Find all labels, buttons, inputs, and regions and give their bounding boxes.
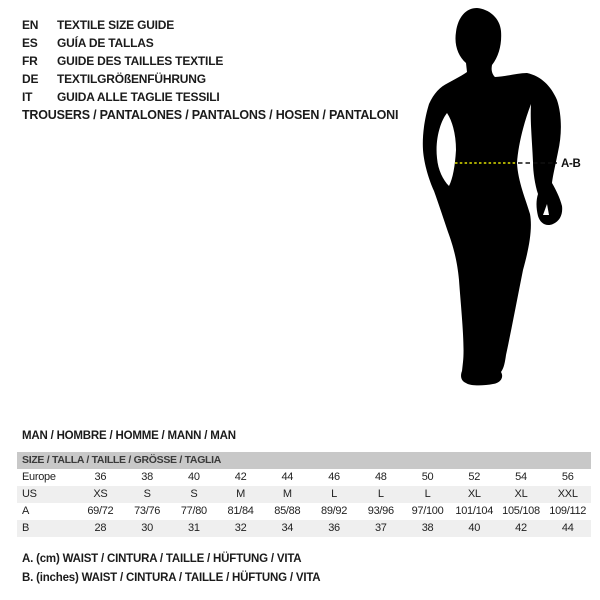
table-cell: 105/108 xyxy=(502,505,540,517)
section-heading-man: MAN / HOMBRE / HOMME / MANN / MAN xyxy=(22,430,236,442)
language-row-it xyxy=(22,88,223,106)
table-cell: 44 xyxy=(561,522,574,534)
table-cell: L xyxy=(377,488,384,500)
table-cell: 42 xyxy=(515,522,527,534)
table-cell: 52 xyxy=(468,471,481,483)
table-cell: M xyxy=(236,488,245,500)
table-cell: L xyxy=(331,488,337,500)
table-cell: 97/100 xyxy=(411,505,444,517)
table-cell: 38 xyxy=(141,471,153,483)
table-cell: L xyxy=(424,488,431,500)
table-cell: 46 xyxy=(328,471,340,483)
garment-heading: TROUSERS / PANTALONES / PANTALONS / HOSEN / PANTALONI xyxy=(22,108,399,122)
table-cell: 38 xyxy=(421,522,434,534)
size-table-header: SIZE / TALLA / TAILLE / GRÖSSE / TAGLIA xyxy=(17,452,591,469)
table-cell: 93/96 xyxy=(367,505,394,517)
language-list xyxy=(22,16,223,106)
language-title: TEXTILE SIZE GUIDE xyxy=(57,18,175,32)
table-cell: 36 xyxy=(94,471,107,483)
table-row-us xyxy=(17,486,591,503)
table-cell: 56 xyxy=(561,471,574,483)
table-cell: 85/88 xyxy=(274,505,301,517)
table-cell: 69/72 xyxy=(87,505,114,517)
language-code: ES xyxy=(22,36,38,50)
language-code: FR xyxy=(22,54,38,68)
table-row-b-inches xyxy=(17,520,591,537)
table-row-a-cm xyxy=(17,503,591,520)
language-row-de xyxy=(22,70,223,88)
language-title: GUIDE DES TAILLES TEXTILE xyxy=(57,54,224,68)
table-cell: 40 xyxy=(468,522,481,534)
table-cell: 30 xyxy=(141,522,153,534)
table-cell: 37 xyxy=(374,522,387,534)
table-row-europe xyxy=(17,469,591,486)
table-cell: 44 xyxy=(281,471,294,483)
table-cell: 48 xyxy=(374,471,387,483)
row-label: US xyxy=(22,488,37,500)
table-cell: 89/92 xyxy=(321,505,348,517)
measure-label: A-B xyxy=(561,158,581,170)
row-label: A xyxy=(22,505,30,517)
table-cell: 54 xyxy=(515,471,527,483)
language-code: IT xyxy=(22,90,33,104)
table-cell: 40 xyxy=(188,471,200,483)
row-label: B xyxy=(22,522,30,534)
table-cell: 28 xyxy=(94,522,107,534)
table-cell: 109/112 xyxy=(549,505,587,517)
man-silhouette-figure xyxy=(405,0,600,400)
language-row-en xyxy=(22,16,223,34)
table-cell: 36 xyxy=(328,522,340,534)
table-cell: 81/84 xyxy=(227,505,254,517)
table-cell: 42 xyxy=(234,471,247,483)
table-cell: 73/76 xyxy=(134,505,161,517)
row-label: Europe xyxy=(22,471,56,483)
table-cell: 31 xyxy=(188,522,200,534)
table-cell: 34 xyxy=(281,522,294,534)
language-title: GUÍA DE TALLAS xyxy=(57,36,154,50)
table-cell: 50 xyxy=(421,471,434,483)
table-cell: 32 xyxy=(234,522,247,534)
table-cell: XXL xyxy=(557,488,578,500)
note-b-inches: B. (inches) WAIST / CINTURA / TAILLE / HÜFTUNG / VITA xyxy=(22,572,321,584)
table-cell: XS xyxy=(93,488,108,500)
table-cell: 101/104 xyxy=(455,505,494,517)
table-cell: S xyxy=(190,488,198,500)
language-title: TEXTILGRÖßENFÜHRUNG xyxy=(57,72,206,86)
language-title: GUIDA ALLE TAGLIE TESSILI xyxy=(57,90,220,104)
language-code: DE xyxy=(22,72,39,86)
table-cell: 77/80 xyxy=(180,505,207,517)
man-silhouette xyxy=(423,8,562,385)
language-code: EN xyxy=(22,18,39,32)
measurement-notes xyxy=(22,550,320,588)
table-cell: XL xyxy=(514,488,528,500)
table-cell: M xyxy=(282,488,292,500)
language-row-es xyxy=(22,34,223,52)
language-row-fr xyxy=(22,52,223,70)
size-table xyxy=(17,452,591,537)
table-cell: S xyxy=(143,488,151,500)
table-cell: XL xyxy=(467,488,481,500)
note-a-cm: A. (cm) WAIST / CINTURA / TAILLE / HÜFTUNG / VITA xyxy=(22,553,302,565)
